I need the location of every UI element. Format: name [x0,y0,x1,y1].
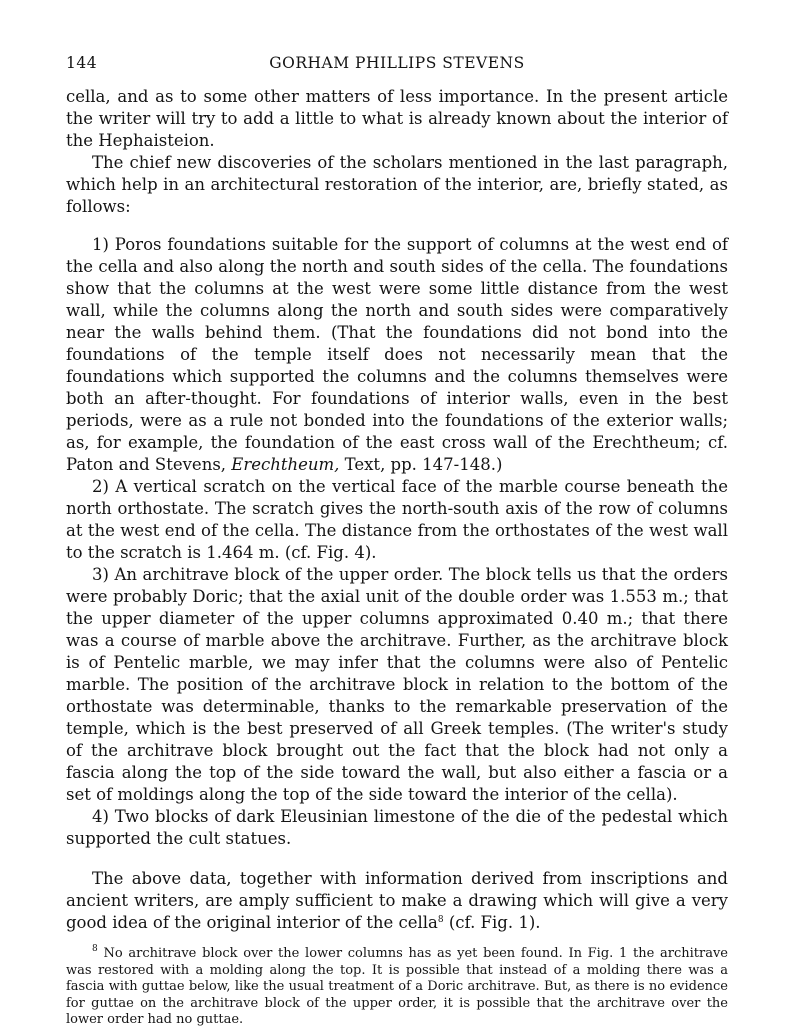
summary-figure-ref: (cf. Fig. 1). [448,913,541,932]
list-item-1 [66,234,728,476]
body-text [66,86,728,934]
book-title-italic: Erechtheum, [231,455,340,474]
footnote-reference: 8 [437,915,444,925]
footnote-text: No architrave block over the lower columns has as yet been found. In Fig. 1 the architrave was restored with a molding along the top. It is possible that instead of a molding there was a fascia with guttae below, like the usual treatment of a Doric architrave. But, as there is no evidence for guttae on the architrave block of the upper order, it is possible that the architrave over the lower order had no guttae. [66,946,728,1028]
paragraph-continued: cella, and as to some other matters of less importance. In the present article the writer will try to add a little to what is already known about the interior of the Hephaisteion. [66,87,728,150]
page-header [66,54,728,80]
running-head: GORHAM PHILLIPS STEVENS [269,54,525,72]
footnote-8 [66,946,728,1029]
page-number: 144 [66,54,98,72]
list-item-3: 3) An architrave block of the upper order. The block tells us that the orders were probably Doric; that the axial unit of the double order was 1.553 m.; that the upper diameter of the upper columns approximated 0.40 m.; that there was a course of marble above the architrave. Further, as the architrave block is of Pentelic marble, we may infer that the columns were also of Pentelic marble. The position of the architrave block in relation to the bottom of the orthostate was determinable, thanks to the remarkable preservation of the temple, which is the best preserved of all Greek temples. (The writer's study of the architrave block brought out the fact that the block had not only a fascia along the top of the side toward the wall, but also either a fascia or a set of moldings along the top of the side toward the interior of the cella). [66,565,728,804]
list-item-2: 2) A vertical scratch on the vertical face of the marble course beneath the north orthostate. The scratch gives the north-south axis of the row of columns at the west end of the cella. The distance from the orthostates of the west wall to the scratch is 1.464 m. (cf. Fig. 4). [66,477,728,562]
paragraph-summary [66,868,728,934]
list-item-4: 4) Two blocks of dark Eleusinian limestone of the die of the pedestal which supported the cult statues. [66,807,728,848]
list-item-1-text: 1) Poros foundations suitable for the support of columns at the west end of the cella and also along the north and south sides of the cella. The foundations show that the columns at the west were some little distance from the west wall, while the columns along the north and south sides were comparatively near the walls behind them. (That the foundations did not bond into the foundations of the temple itself does not necessarily mean that the foundations which supported the columns and the columns themselves were both an after-thought. For foundations of interior walls, even in the best periods, were as a rule not bonded into the foundations of the exterior walls; as, for example, the foundation of the east cross wall of the Erechtheum; cf. Paton and Stevens, [66,235,728,474]
footnotes [66,946,728,1029]
footnote-marker: 8 [92,944,98,954]
document-page [66,54,728,1029]
summary-text: The above data, together with information derived from inscriptions and ancient writers, are amply sufficient to make a drawing which will give a very good idea of the original interior of the cella [66,869,728,932]
paragraph-discoveries-intro: The chief new discoveries of the scholars mentioned in the last paragraph, which help in an architectural restoration of the interior, are, briefly stated, as follows: [66,153,728,216]
list-item-1-citation: Text, pp. 147-148.) [344,455,503,474]
